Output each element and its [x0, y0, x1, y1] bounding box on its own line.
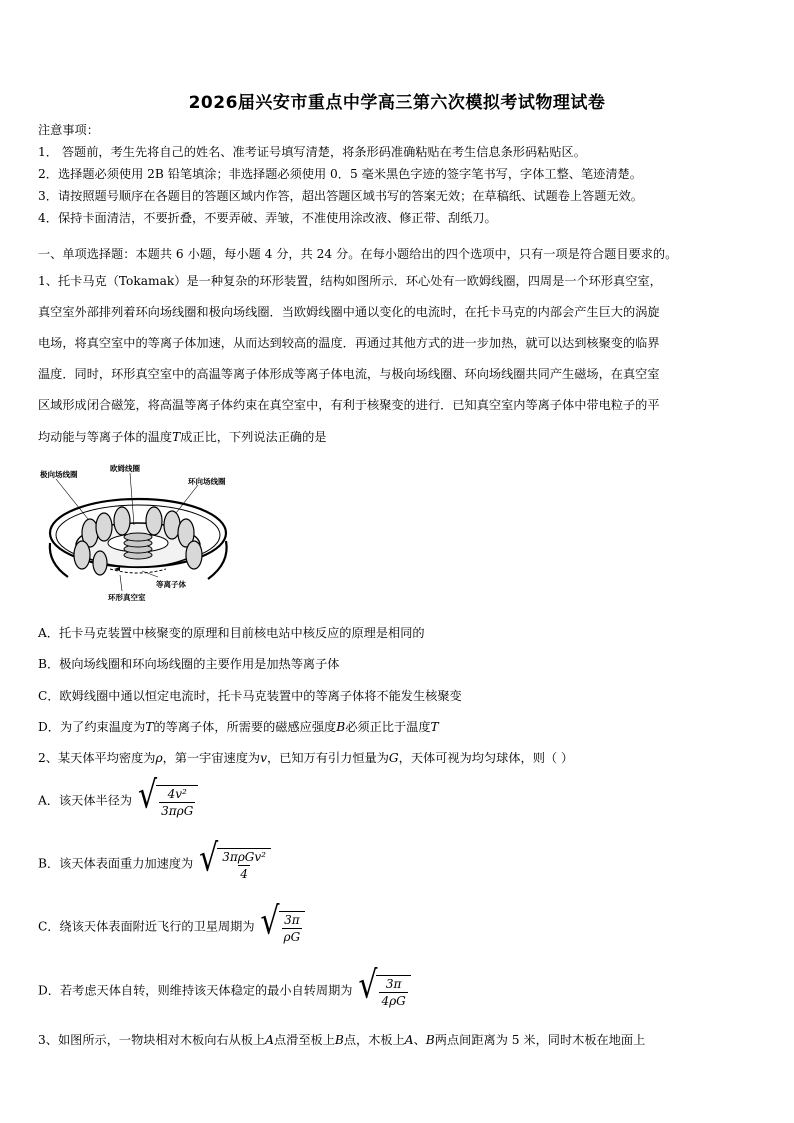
- q3-var-a2: A: [404, 1033, 414, 1047]
- notice-item-1: 1． 答题前，考生先将自己的姓名、准考证号填写清楚，将条形码准确粘贴在考生信息条形码粘贴区。: [38, 145, 586, 159]
- q2-option-a-denominator: 3πρG: [161, 804, 194, 818]
- q3-stem-tail: 两点间距离为 5 米，同时木板在地面上: [434, 1033, 646, 1047]
- q2-option-a-numerator: 4v²: [167, 787, 187, 801]
- q1-option-d-var-t2: T: [430, 720, 439, 734]
- q1-option-d-pre: D．为了约束温度为: [38, 720, 146, 734]
- q1-option-d-mid: 的等离子体，所需要的磁感应强度: [153, 720, 337, 734]
- notice-item-4: 4．保持卡面清洁，不要折叠，不要弄破、弄皱，不准使用涂改液、修正带、刮纸刀。: [38, 211, 497, 225]
- q2-stem-mid2: ，已知万有引力恒量为: [267, 751, 389, 765]
- q2-option-b-numerator: 3πρGv²: [222, 850, 266, 864]
- q2-stem-mid: ，第一宇宙速度为: [162, 751, 261, 765]
- q2-option-b-text: B．该天体表面重力加速度为: [38, 856, 194, 871]
- q2-stem: [38, 749, 573, 766]
- q1-stem-line-6: [38, 428, 326, 445]
- label-vacuum-chamber: 环形真空室: [108, 593, 146, 602]
- q3-var-a: A: [265, 1033, 274, 1047]
- notice-heading: 注意事项：: [38, 123, 99, 137]
- q2-option-c-denominator: ρG: [283, 930, 301, 944]
- q1-stem-line-3: 电场，将真空室中的等离子体加速，从而达到较高的温度．再通过其他方式的进一步加热，就可以达到核聚变的临界: [38, 336, 660, 350]
- q2-var-g: G: [388, 751, 399, 765]
- q3-stem: [38, 1031, 645, 1048]
- q3-var-b2: B: [425, 1033, 435, 1047]
- q1-option-d[interactable]: [38, 718, 439, 735]
- q3-stem-pre: 3、如图所示，一物块相对木板向右从板上: [38, 1033, 266, 1047]
- q2-option-d-text: D．若考虑天体自转，则维持该天体稳定的最小自转周期为: [38, 983, 353, 998]
- q1-stem-line-6-text: 均动能与等离子体的温度: [38, 430, 173, 444]
- q2-option-a-formula: [138, 773, 198, 818]
- sqrt-symbol: √: [260, 899, 280, 944]
- q2-stem-pre: 2、某天体平均密度为: [38, 751, 156, 765]
- page-title: 2026届兴安市重点中学高三第六次模拟考试物理试卷: [188, 93, 606, 113]
- q3-stem-mid2: 点，木板上: [343, 1033, 405, 1047]
- q2-stem-tail: ，天体可视为均匀球体，则（ ）: [398, 751, 574, 765]
- q3-var-b: B: [334, 1033, 344, 1047]
- q1-stem-line-1: 1、托卡马克（Tokamak）是一种复杂的环形装置，结构如图所示．环心处有一欧姆线圈，四周是一个环形真空室，: [38, 274, 662, 288]
- q2-option-c-numerator: 3π: [284, 913, 300, 927]
- q2-option-a[interactable]: [38, 773, 198, 818]
- q1-stem-line-2: 真空室外部排列着环向场线圈和极向场线圈．当欧姆线圈中通以变化的电流时，在托卡马克的内部会产生巨大的涡旋: [38, 305, 660, 319]
- q2-option-b-formula: [199, 836, 271, 881]
- sqrt-symbol: √: [138, 773, 158, 818]
- q2-option-b-denominator: 4: [240, 867, 248, 881]
- q1-option-d-var-b: B: [336, 720, 346, 734]
- tokamak-figure: [38, 463, 238, 606]
- q2-option-d-numerator: 3π: [385, 977, 402, 991]
- q2-var-v: v: [260, 751, 268, 765]
- q1-option-c[interactable]: C．欧姆线圈中通以恒定电流时，托卡马克装置中的等离子体将不能发生核聚变: [38, 689, 462, 703]
- q1-var-t: T: [172, 430, 181, 444]
- q2-option-c-formula: [260, 899, 305, 944]
- notice-item-3: 3．请按照题号顺序在各题目的答题区域内作答，超出答题区域书写的答案无效；在草稿纸、试题卷上答题无效。: [38, 189, 643, 203]
- sqrt-symbol: √: [358, 963, 378, 1008]
- q1-stem-line-4: 温度．同时，环形真空室中的高温等离子体形成等离子体电流，与极向场线圈、环向场线圈共同产生磁场，在真空室: [38, 367, 660, 381]
- section-heading: 一、单项选择题：本题共 6 小题，每小题 4 分，共 24 分。在每小题给出的四个选项中，只有一项是符合题目要求的。: [38, 247, 678, 261]
- q3-stem-mid1: 点滑至板上: [273, 1033, 335, 1047]
- q1-option-a[interactable]: A．托卡马克装置中核聚变的原理和目前核电站中核反应的原理是相同的: [38, 626, 425, 640]
- sqrt-symbol: √: [199, 836, 219, 881]
- q2-option-a-text: A．该天体半径为: [38, 793, 133, 808]
- q3-sep: 、: [413, 1033, 426, 1047]
- label-poloidal-coil: 极向场线圈: [40, 470, 78, 479]
- q2-option-b[interactable]: [38, 836, 271, 881]
- q1-option-d-var-t: T: [145, 720, 154, 734]
- q1-stem-tail: 成正比，下列说法正确的是: [180, 430, 327, 444]
- label-ohmic-coil: 欧姆线圈: [110, 464, 140, 473]
- q2-option-c[interactable]: [38, 899, 305, 944]
- q2-option-d[interactable]: [38, 963, 411, 1008]
- label-toroidal-coil: 环向场线圈: [188, 477, 226, 486]
- label-plasma: 等离子体: [156, 580, 186, 589]
- q1-option-b[interactable]: B．极向场线圈和环向场线圈的主要作用是加热等离子体: [38, 657, 340, 671]
- q1-option-d-mid2: 必须正比于温度: [345, 720, 431, 734]
- q2-option-d-formula: [358, 963, 410, 1008]
- q2-option-c-text: C．绕该天体表面附近飞行的卫星周期为: [38, 919, 255, 934]
- q1-stem-line-5: 区域形成闭合磁笼，将高温等离子体约束在真空室中，有利于核聚变的进行．已知真空室内等离子体中带电粒子的平: [38, 398, 660, 412]
- notice-item-2: 2．选择题必须使用 2B 铅笔填涂；非选择题必须使用 0．5 毫米黑色字迹的签字笔书写，字体工整、笔迹清楚。: [38, 167, 642, 181]
- q2-option-d-denominator: 4ρG: [381, 994, 406, 1008]
- q2-var-rho: ρ: [155, 751, 163, 765]
